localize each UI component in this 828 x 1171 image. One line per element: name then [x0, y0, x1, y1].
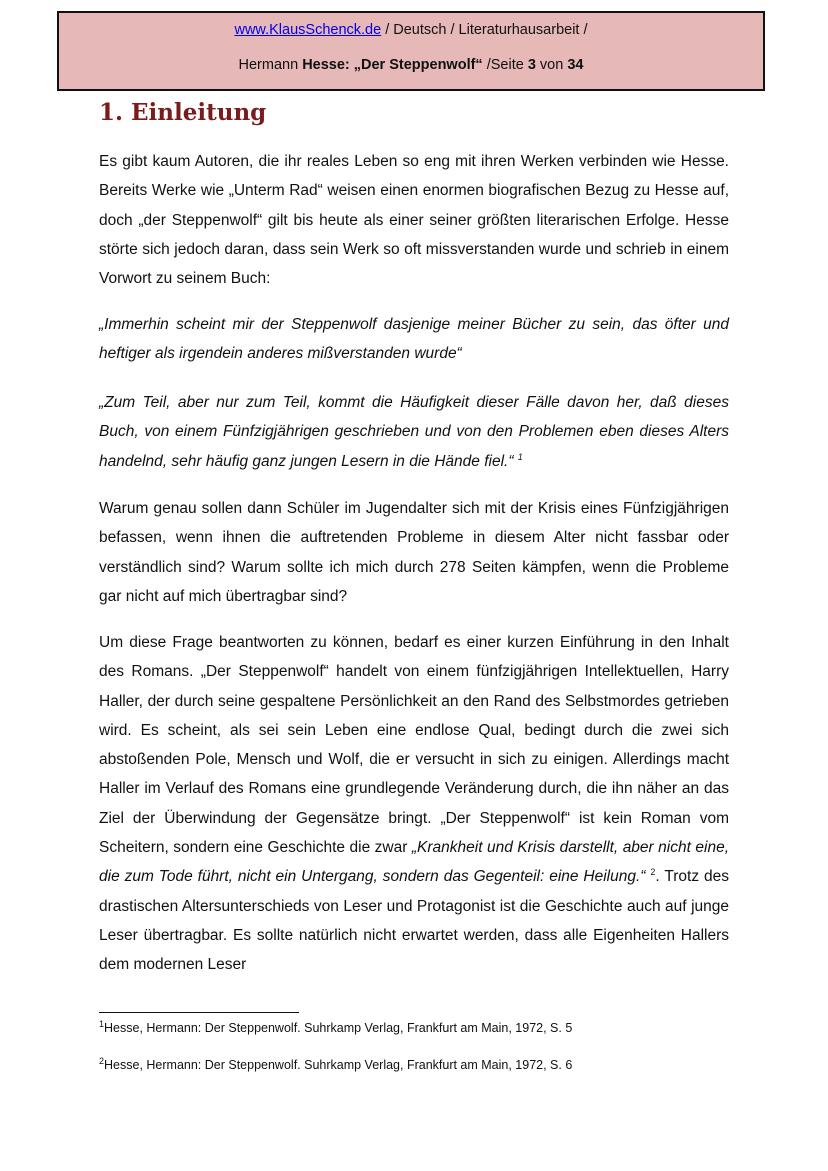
quote-1: „Immerhin scheint mir der Steppenwolf dasjenige meiner Bücher zu sein, das öfter und heftiger als irgendein anderes mißverstanden wurde“: [99, 316, 729, 363]
header-page-number: 3: [527, 57, 536, 73]
footnote-1-num: 1: [99, 1018, 105, 1029]
footnote-ref-2: 2: [650, 867, 656, 878]
page-header: [57, 11, 765, 91]
header-line-1: [59, 22, 763, 38]
header-line-2: [59, 57, 763, 73]
header-page-mid: von: [535, 57, 568, 73]
site-link[interactable]: www.KlausSchenck.de: [234, 22, 382, 38]
section-heading: 1. Einleitung: [99, 99, 267, 126]
header-page-total: 34: [567, 57, 584, 73]
header-path: / Deutsch / Literaturhausarbeit /: [381, 22, 588, 38]
paragraph-question: Warum genau sollen dann Schüler im Jugendalter sich mit der Krisis eines Fünfzigjährigen befassen, wenn ihnen die auftretenden Probleme in diesem Alter nicht fassbar oder verständlich sind? Warum sollte ich mich durch 278 Seiten kämpfen, wenn die Probleme gar nicht auf mich übertragbar sind?: [99, 500, 729, 605]
footnote-2-text: Hesse, Hermann: Der Steppenwolf. Suhrkamp Verlag, Frankfurt am Main, 1972, S. 6: [104, 1058, 573, 1072]
header-author: Hermann: [238, 57, 303, 73]
header-page-prefix: /Seite: [482, 57, 528, 73]
paragraph-content-quote: „Krankheit und Krisis darstellt, aber nicht eine, die zum Tode führt, nicht ein Untergang, sondern das Gegenteil: eine Heilung.“: [99, 839, 729, 886]
footnote-1-text: Hesse, Hermann: Der Steppenwolf. Suhrkamp Verlag, Frankfurt am Main, 1972, S. 5: [104, 1021, 573, 1035]
paragraph-intro: Es gibt kaum Autoren, die ihr reales Leben so eng mit ihren Werken verbinden wie Hesse. Bereits Werke wie „Unterm Rad“ weisen einen enormen biografischen Bezug zu Hesse auf, doch „der Steppenwolf“ gilt bis heute als einer seiner größten literarischen Erfolge. Hesse störte sich jedoch daran, dass sein Werk so oft missverstanden wurde und schrieb in einem Vorwort zu seinem Buch:: [99, 153, 729, 288]
footnote-2-num: 2: [99, 1055, 105, 1066]
paragraph-content-b: . Trotz des drastischen Altersunterschieds von Leser und Protagonist ist die Geschichte auch auf junge Leser übertragbar. Es sollte natürlich nicht erwartet werden, dass alle Eigenheiten Hallers dem modernen Leser: [99, 868, 729, 974]
footnote-1: [99, 1018, 573, 1035]
header-title: Hesse: „Der Steppenwolf“: [302, 57, 483, 73]
footnote-2: [99, 1055, 573, 1072]
paragraph-content: [99, 628, 729, 980]
quote-2: [99, 388, 729, 476]
footnote-divider: [99, 1012, 299, 1013]
footnote-ref-1: 1: [517, 451, 523, 462]
paragraph-content-a: Um diese Frage beantworten zu können, bedarf es einer kurzen Einführung in den Inhalt des Romans. „Der Steppenwolf“ handelt von einem fünfzigjährigen Intellektuellen, Harry Haller, der durch seine gespaltene Persönlichkeit an den Rand des Selbstmordes getrieben wird. Es scheint, als sei sein Leben eine endlose Qual, bedingt durch die zwei sich abstoßenden Pole, Mensch und Wolf, die er versucht in sich zu einigen. Allerdings macht Haller im Verlauf des Romans eine grundlegende Veränderung durch, die ihn näher an das Ziel der Überwindung der Gegensätze bringt. „Der Steppenwolf“ ist kein Roman vom Scheitern, sondern eine Geschichte die zwar: [99, 634, 729, 857]
quote-2-text: „Zum Teil, aber nur zum Teil, kommt die Häufigkeit dieser Fälle davon her, daß dieses Buch, von einem Fünfzigjährigen geschrieben und von den Problemen eben dieses Alters handelnd, sehr häufig ganz jungen Lesern in die Hände fiel.“: [99, 394, 729, 470]
